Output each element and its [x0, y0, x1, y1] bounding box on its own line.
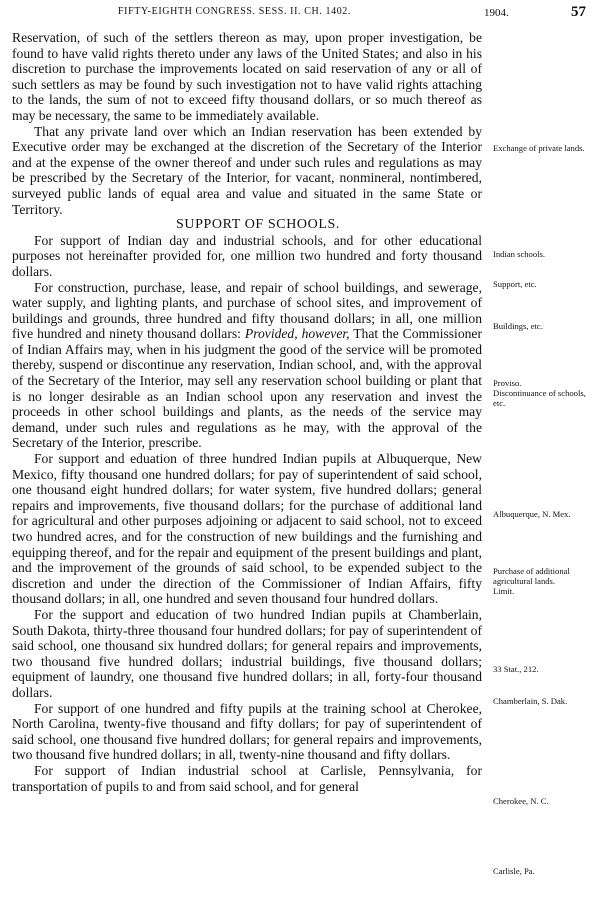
- paragraph-carlisle: For support of Indian industrial school at Carlisle, Pennsylvania, for transportation of pupils to and from said school, and for general: [12, 762, 482, 794]
- paragraph-reservation-improvements: Reservation, of such of the settlers thereon as may, upon proper investigation, be found to have valid rights thereto under any laws of the United States; and also in his discretion to purchase the improvements located on said reservation of any or all of such settlers as may be found by such investigation not to have valid rights attaching to the lands, the sum of not to exceed fifty thousand dollars, or so much thereof as may be necessary, the same to be immediately available.: [12, 30, 482, 123]
- margin-note-indian-schools: Indian schools.: [493, 249, 546, 259]
- paragraph-buildings-proviso-text: That the Commissioner of Indian Affairs may, when in his judgment the good of the service will be promoted thereby, suspend or discontinue any reservation, Indian school, and, with the approval of the Secretary of the Interior, may sell any reservation school building or plant that is no longer desirable as an Indian school upon any reservation and invest the proceeds in other school buildings and plants, as the needs of the service may demand, under such rules and regulations as he may, with the approval of the Secretary of the Interior, prescribe.: [12, 326, 482, 451]
- body-text: [12, 30, 482, 794]
- margin-note-carlisle: Carlisle, Pa.: [493, 866, 535, 876]
- margin-note-limit: Limit.: [493, 586, 515, 596]
- margin-note-albuquerque: Albuquerque, N. Mex.: [493, 509, 571, 519]
- margin-note-purchase-land: Purchase of additional agricultural lands.: [493, 566, 570, 586]
- margin-note-proviso: Proviso.: [493, 378, 522, 388]
- paragraph-exchange-private-lands: That any private land over which an Indian reservation has been extended by Executive order may be exchanged at the discretion of the Secretary of the Interior and at the expense of the owner thereof and under such rules and regulations as may be prescribed by the Secretary of the Interior, for vacant, nonmineral, nontimbered, surveyed public lands of equal area and value and situated in the same State or Territory.: [12, 123, 482, 217]
- paragraph-albuquerque: For support and eduation of three hundred Indian pupils at Albuquerque, New Mexico, fifty thousand one hundred dollars; for pay of superintendent of said school, one thousand eight hundred dollars; for water system, five hundred dollars; general repairs and improvements, five thousand dollars; for the purchase of additional land for agricultural and other purposes adjoining or adjacent to said school, not to exceed two hundred acres, and for the construction of new buildings and the furnishing and equipping thereof, and for the repair and equipment of the present buildings and plant, and the improvement of the grounds of said school, to be expended subject to the discretion and under the direction of the Commissioner of Indian Affairs, fifty thousand dollars; in all, one hundred and seven thousand four hundred dollars.: [12, 451, 482, 607]
- paragraph-chamberlain: For the support and education of two hundred Indian pupils at Chamberlain, South Dakota, thirty-three thousand four hundred dollars; for pay of superintendent of said school, one thousand six hundred dollars; for general repairs and improvements, two thousand five hundred dollars; industrial buildings, five thousand dollars; equipment of laundry, one thousand five hundred dollars; in all, forty-four thousand dollars.: [12, 606, 482, 700]
- section-heading: SUPPORT OF SCHOOLS.: [176, 217, 340, 233]
- paragraph-buildings-text: For construction, purchase, lease, and repair of school buildings, and sewerage, water supply, and lighting plants, and purchase of school sites, and improvement of buildings and grounds, three hundred and fifty thousand dollars; in all, one million five hundred and ninety thousand dollars:: [12, 279, 482, 342]
- page-number: 57: [571, 4, 586, 20]
- paragraph-buildings: [12, 280, 482, 452]
- margin-note-discontinuance: Discontinuance of schools, etc.: [493, 388, 586, 408]
- margin-note-exchange: Exchange of private lands.: [493, 143, 585, 153]
- margin-note-chamberlain: Chamberlain, S. Dak.: [493, 696, 568, 706]
- margin-note-stat: 33 Stat., 212.: [493, 664, 539, 674]
- margin-note-cherokee: Cherokee, N. C.: [493, 796, 549, 806]
- margin-note-buildings: Buildings, etc.: [493, 321, 543, 331]
- margin-note-support: Support, etc.: [493, 279, 537, 289]
- running-head: FIFTY-EIGHTH CONGRESS. SESS. II. CH. 1402.: [118, 6, 351, 17]
- paragraph-cherokee: For support of one hundred and fifty pupils at the training school at Cherokee, North Carolina, twenty-five thousand and fifty dollars; for pay of superintendent of said school, one thousand five hundred dollars; for general repairs and improvements, two thousand five hundred dollars; in all, twenty-nine thousand and fifty dollars.: [12, 700, 482, 763]
- proviso-label: Provided, however,: [244, 326, 350, 342]
- paragraph-support-schools: For support of Indian day and industrial schools, and for other educational purposes not hereinafter provided for, one million two hundred and forty thousand dollars.: [12, 232, 482, 279]
- running-head-year: 1904.: [484, 7, 509, 19]
